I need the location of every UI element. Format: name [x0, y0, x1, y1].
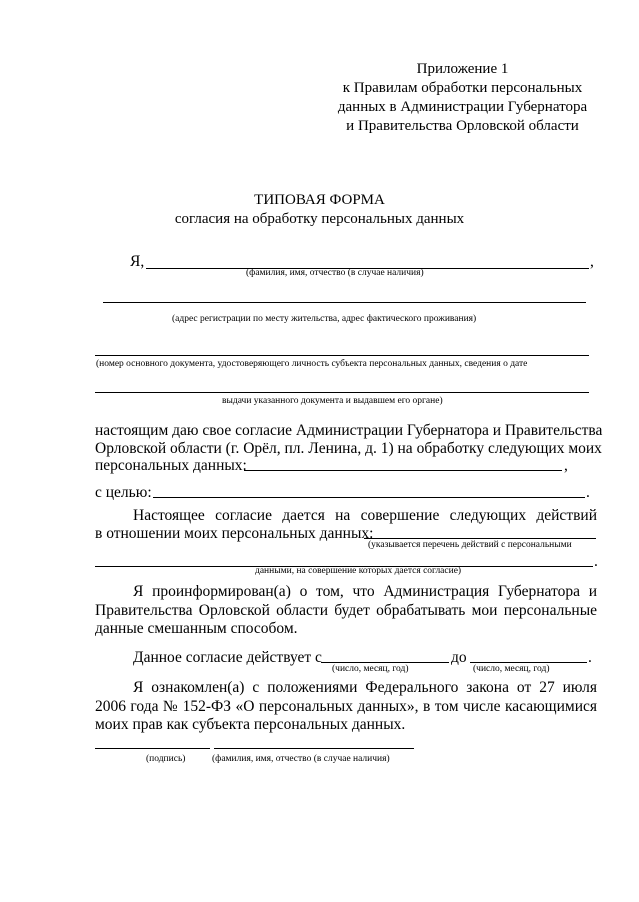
actions-line-2: в отношении моих персональных данных:	[95, 525, 374, 542]
consent-line-3: персональных данных:	[95, 457, 247, 474]
acknowledge-paragraph	[95, 679, 597, 735]
address-field[interactable]	[103, 302, 586, 303]
validity-to-caption: (число, месяц, год)	[473, 664, 550, 674]
id-document-field[interactable]	[95, 355, 589, 356]
consent-line-2: Орловской области (г. Орёл, пл. Ленина, д. 1) на обработку следующих моих	[95, 440, 602, 457]
appendix-header	[330, 60, 595, 136]
validity-to-date-field[interactable]	[470, 662, 587, 663]
address-caption: (адрес регистрации по месту жительства, адрес фактического проживания)	[172, 314, 477, 324]
full-name-caption: (фамилия, имя, отчество (в случае наличия)	[246, 268, 424, 278]
id-document-issuer-field[interactable]	[95, 392, 589, 393]
signature-name-field[interactable]	[214, 748, 414, 749]
appendix-line: и Правительства Орловской области	[346, 118, 579, 134]
form-title	[0, 191, 639, 229]
signature-field[interactable]	[95, 748, 210, 749]
personal-data-list-field[interactable]	[244, 470, 562, 471]
informed-text: Я проинформирован(а) о том, что Администрация Губернатора и Правительства Орловской области будет обрабатывать мои персональные данные смешанным способом.	[95, 583, 597, 637]
signature-name-caption: (фамилия, имя, отчество (в случае наличия)	[212, 754, 390, 764]
i-label: Я,	[130, 253, 145, 270]
actions-line-1: Настоящее согласие дается на совершение следующих действий	[133, 507, 597, 524]
actions-period: .	[594, 553, 598, 570]
id-document-caption-2: выдачи указанного документа и выдавшем его органе)	[222, 396, 443, 406]
appendix-number: Приложение 1	[416, 61, 509, 77]
form-title-sub: согласия на обработку персональных данных	[174, 211, 465, 227]
acknowledge-text: Я ознакомлен(а) с положениями Федерального закона от 27 июля 2006 года № 152-ФЗ «О персональных данных», в том числе касающимися моих прав как субъекта персональных данных.	[95, 679, 597, 733]
validity-period: .	[588, 649, 592, 666]
actions-field[interactable]	[364, 538, 596, 539]
purpose-period: .	[586, 484, 590, 501]
validity-text: Данное согласие действует с	[133, 649, 322, 666]
validity-to-label: до	[451, 649, 467, 666]
validity-from-date-field[interactable]	[321, 662, 449, 663]
actions-caption-2: данными, на совершение которых дается согласие)	[255, 566, 462, 576]
signature-caption: (подпись)	[146, 754, 186, 764]
consent-line-3-comma: ,	[564, 457, 568, 474]
informed-paragraph	[95, 583, 597, 639]
id-document-caption: (номер основного документа, удостоверяющего личность субъекта персональных данных, сведения о дате	[96, 359, 528, 369]
i-line-comma: ,	[590, 253, 594, 270]
appendix-line: данных в Администрации Губернатора	[337, 99, 588, 115]
consent-line-1: настоящим даю свое согласие Администрации Губернатора и Правительства	[95, 422, 603, 439]
appendix-line: к Правилам обработки персональных	[342, 80, 583, 96]
purpose-field[interactable]	[153, 497, 585, 498]
form-title-main: ТИПОВАЯ ФОРМА	[254, 192, 385, 208]
actions-caption: (указывается перечень действий с персональными	[368, 540, 572, 550]
validity-from-caption: (число, месяц, год)	[332, 664, 409, 674]
purpose-label: с целью:	[95, 484, 152, 501]
